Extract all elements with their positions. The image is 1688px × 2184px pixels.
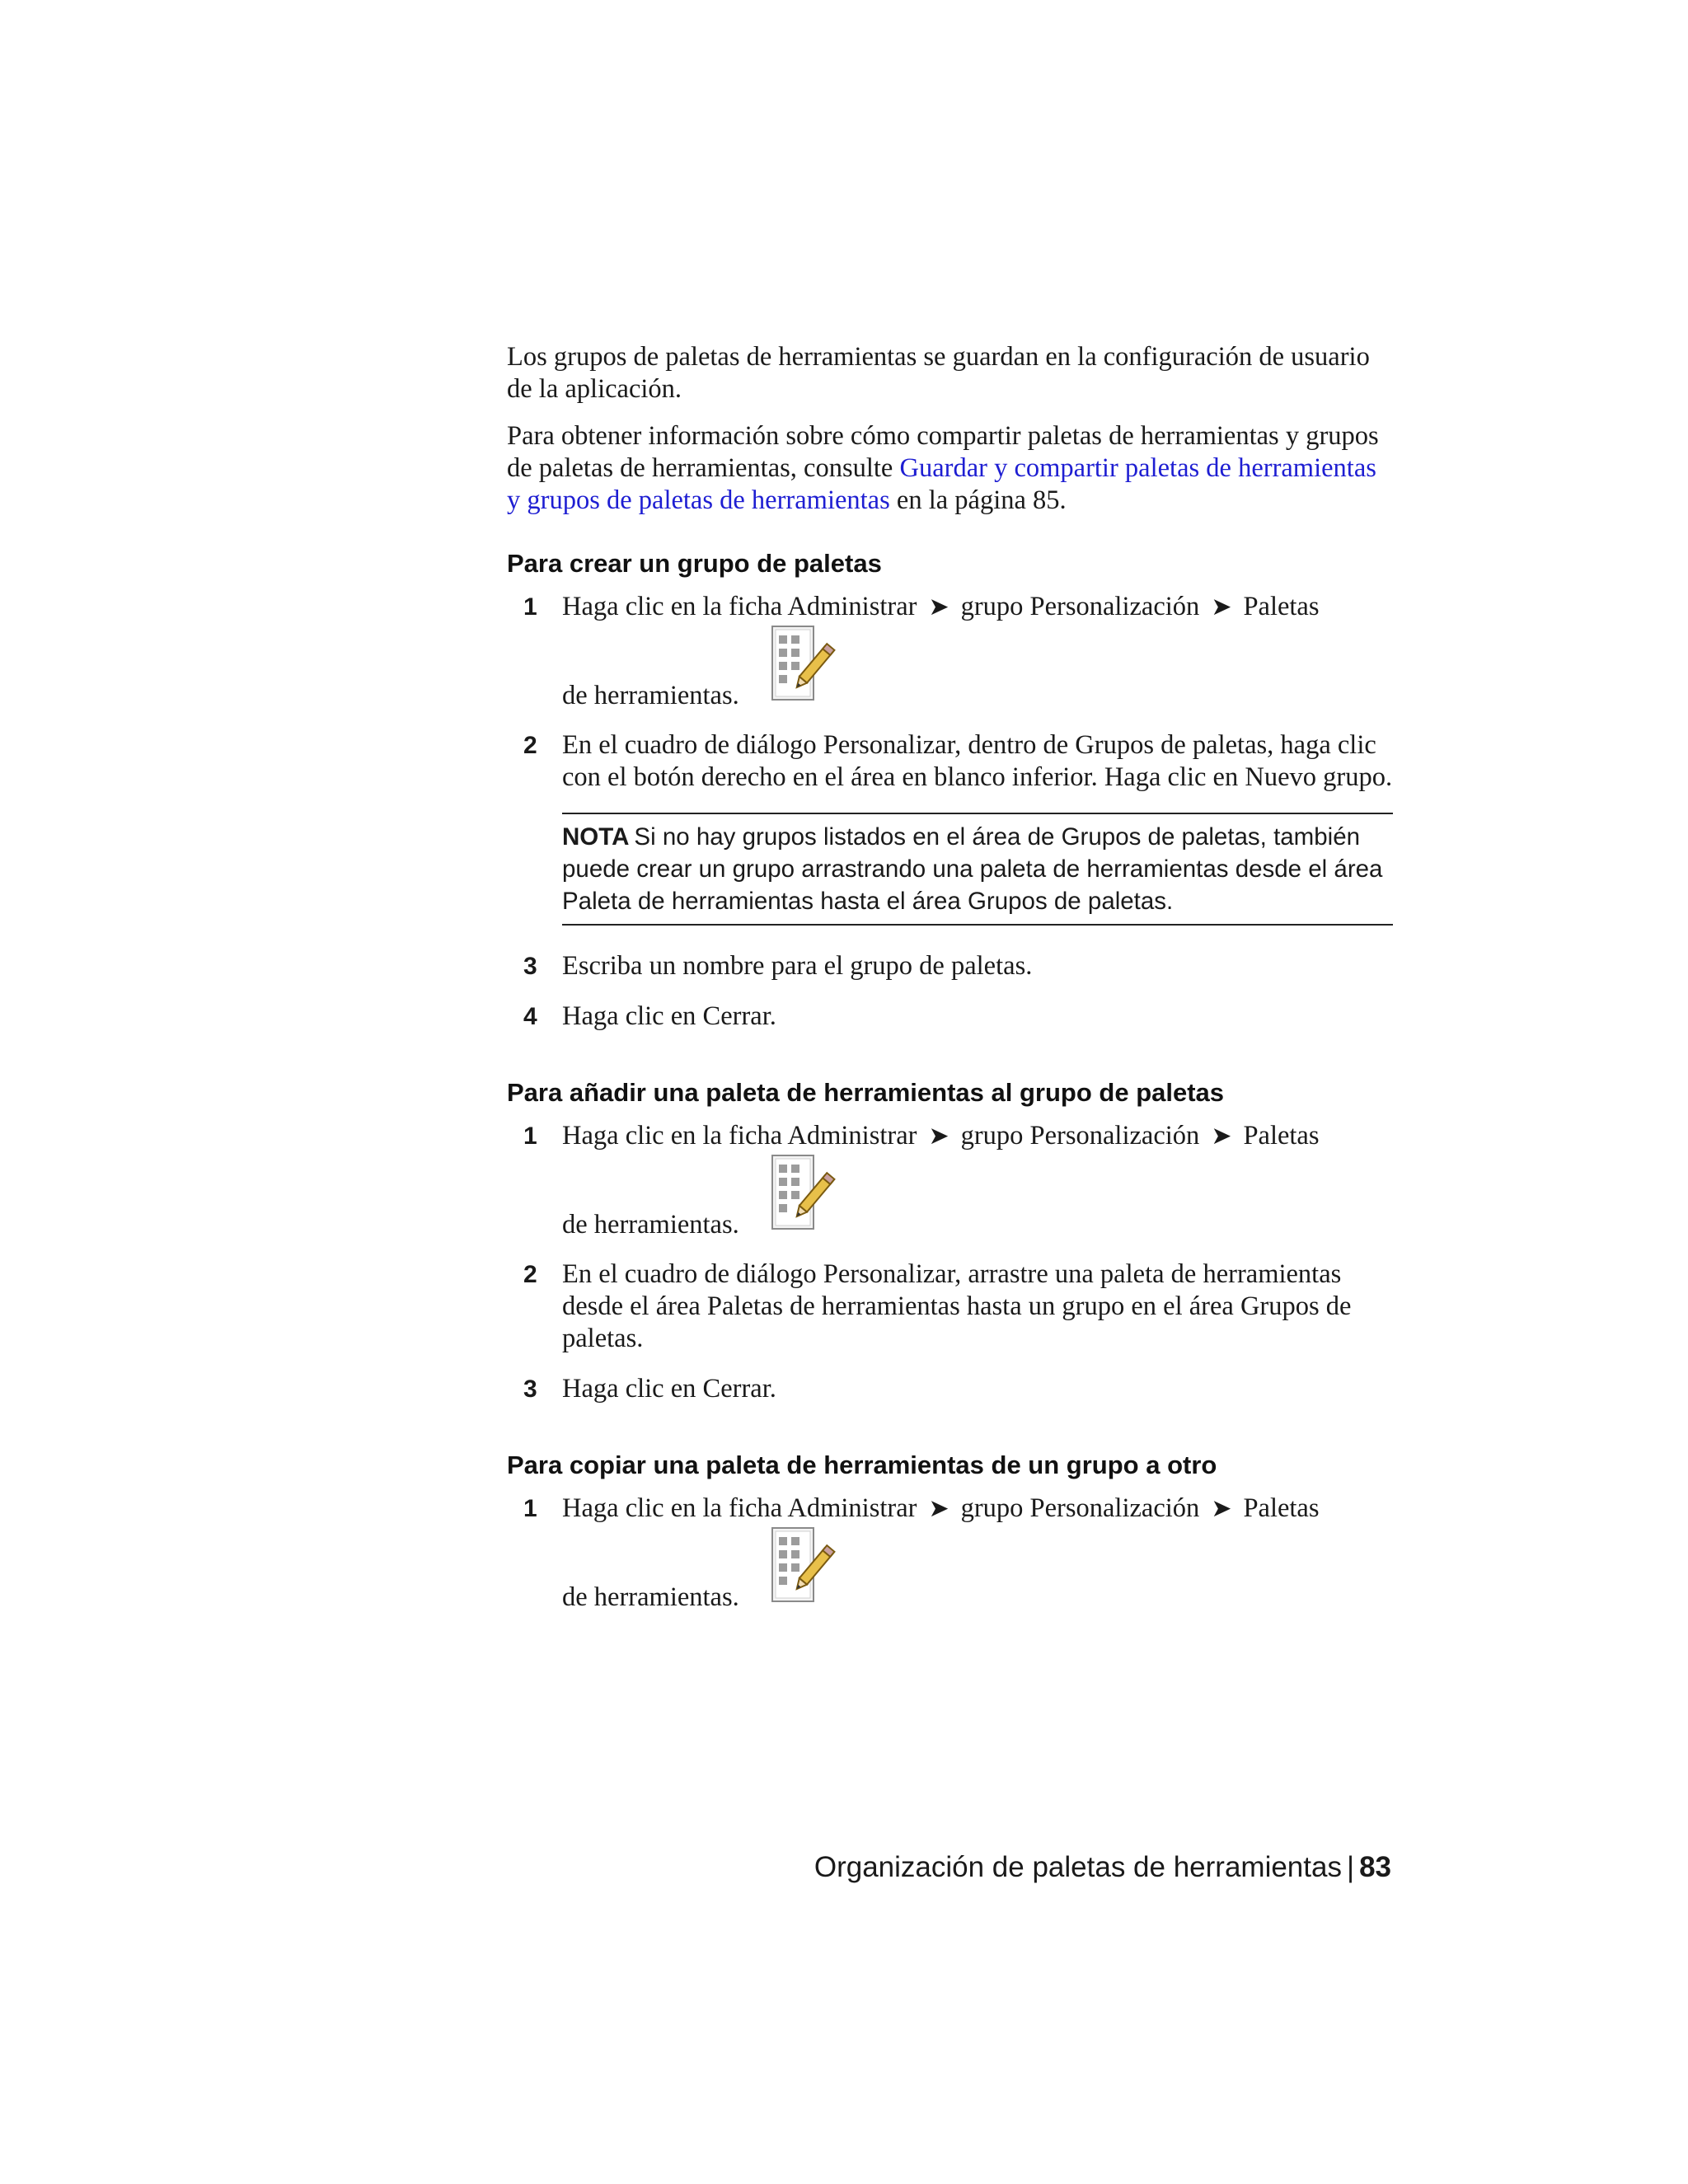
step-number: 2 — [523, 732, 537, 759]
arrow-icon: ➤ — [928, 1122, 950, 1150]
step-item — [507, 1373, 1393, 1405]
arrow-icon: ➤ — [1211, 1495, 1232, 1522]
step-item — [507, 729, 1393, 794]
step-tail-line — [562, 623, 1393, 712]
step-item — [507, 1120, 1393, 1241]
ribbon-path-group: grupo Personalización — [960, 1493, 1200, 1523]
section-heading-copy-palette: Para copiar una paleta de herramientas de un grupo a otro — [507, 1451, 1217, 1479]
ribbon-path-tab: Haga clic en la ficha Administrar — [562, 1121, 917, 1151]
ribbon-path-tab: Haga clic en la ficha Administrar — [562, 1493, 917, 1523]
arrow-icon: ➤ — [928, 593, 950, 621]
page-footer — [814, 1850, 1391, 1885]
page-content — [507, 341, 1393, 1614]
step-tail-text: de herramientas. — [562, 681, 739, 710]
step-number: 3 — [523, 953, 537, 980]
step-tail-text: de herramientas. — [562, 1210, 739, 1240]
note-box — [562, 813, 1393, 926]
section-heading-add-palette: Para añadir una paleta de herramientas al grupo de paletas — [507, 1078, 1225, 1107]
step-item — [507, 950, 1393, 982]
step-text: Haga clic en Cerrar. — [562, 1001, 776, 1031]
step-text — [562, 1120, 1393, 1152]
note-label: NOTA — [562, 823, 630, 851]
step-item — [507, 1258, 1393, 1355]
step-item — [507, 591, 1393, 712]
note-text: Si no hay grupos listados en el área de Grupos de paletas, también puede crear un grupo arrastrando una paleta de herramientas desde el área Paleta de herramientas hasta el área Grupos de paletas. — [562, 823, 1383, 915]
step-number: 3 — [523, 1376, 537, 1403]
step-text: En el cuadro de diálogo Personalizar, dentro de Grupos de paletas, haga clic con el botón derecho en el área en blanco inferior. Haga clic en Nuevo grupo. — [562, 730, 1393, 792]
ribbon-path-button: Paletas — [1243, 1121, 1320, 1151]
step-tail-text: de herramientas. — [562, 1582, 739, 1612]
step-number: 1 — [523, 593, 537, 621]
tool-palettes-icon — [771, 626, 836, 703]
step-text: En el cuadro de diálogo Personalizar, arrastre una paleta de herramientas desde el área Paletas de herramientas hasta un grupo en el área Grupos de paletas. — [562, 1259, 1352, 1353]
section-heading-create-group: Para crear un grupo de paletas — [507, 549, 882, 578]
step-text: Haga clic en Cerrar. — [562, 1374, 776, 1404]
intro-paragraph-2-tail: en la página 85. — [889, 485, 1067, 515]
ribbon-path-button: Paletas — [1243, 592, 1320, 621]
ribbon-path-button: Paletas — [1243, 1493, 1320, 1523]
step-tail-line — [562, 1152, 1393, 1241]
page-number: 83 — [1359, 1851, 1391, 1883]
step-text: Escriba un nombre para el grupo de paletas. — [562, 951, 1033, 981]
step-tail-line — [562, 1525, 1393, 1614]
step-text — [562, 591, 1393, 623]
step-number: 1 — [523, 1122, 537, 1150]
intro-paragraph-2 — [507, 420, 1393, 517]
arrow-icon: ➤ — [1211, 1122, 1232, 1150]
ribbon-path-group: grupo Personalización — [960, 1121, 1200, 1151]
cross-reference-link[interactable]: Guardar y compartir paletas de herramientas y grupos de paletas de herramientas — [507, 453, 1376, 515]
intro-paragraph-1: Los grupos de paletas de herramientas se guardan en la configuración de usuario de la aplicación. — [507, 342, 1370, 404]
ribbon-path-group: grupo Personalización — [960, 592, 1200, 621]
arrow-icon: ➤ — [928, 1495, 950, 1522]
step-item — [507, 1001, 1393, 1033]
footer-separator: | — [1346, 1851, 1355, 1883]
tool-palettes-icon — [771, 1155, 836, 1232]
step-number: 4 — [523, 1003, 537, 1030]
arrow-icon: ➤ — [1211, 593, 1232, 621]
ribbon-path-tab: Haga clic en la ficha Administrar — [562, 592, 917, 621]
step-number: 1 — [523, 1495, 537, 1522]
footer-chapter-title: Organización de paletas de herramientas — [814, 1851, 1342, 1883]
step-item — [507, 1493, 1393, 1614]
intro-paragraph-2-text: Para obtener información sobre cómo compartir paletas de herramientas y grupos de paletas de herramientas, consulte — [507, 421, 1379, 483]
step-text — [562, 1493, 1393, 1525]
step-number: 2 — [523, 1261, 537, 1288]
tool-palettes-icon — [771, 1527, 836, 1605]
